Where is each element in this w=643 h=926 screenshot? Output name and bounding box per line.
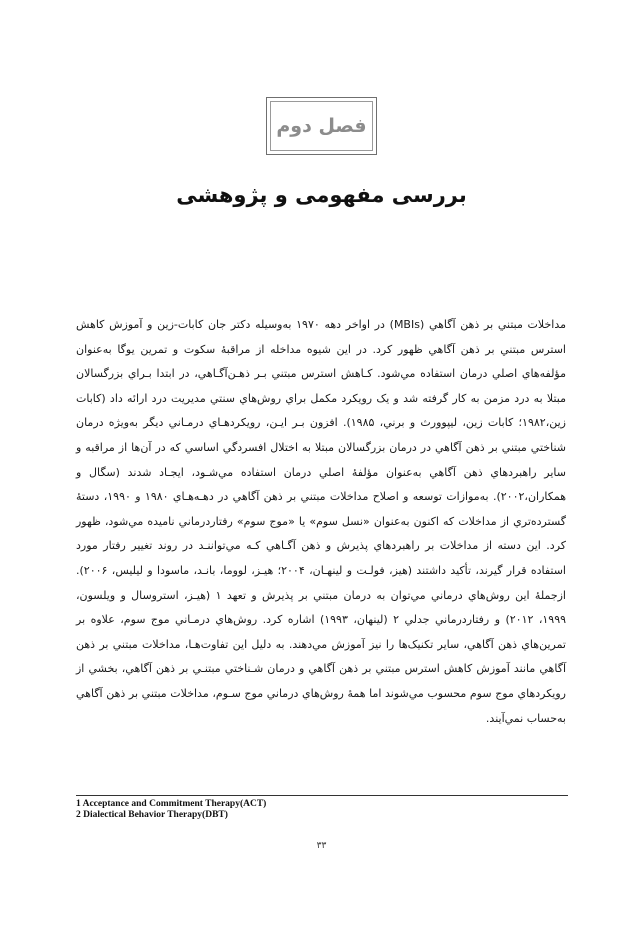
body-paragraph: مداخلات مبتني بر ذهن آگاهي (MBIs) در اواخر دهه ۱۹۷۰ به‌وسیله دکتر جان کابات-زين و آموزش كاهش استرس مبتني بر ذهن آگاهي ظهور کرد. در اين شيوه مداخله از مراقبهٔ سکوت و تمرين يوگا به‌عنوان مؤلفه‌هاي اصلي درمان استفاده مي‌شود. کـاهش استرس مبتني بـر ذهـن‌آگـاهي، در ابتدا بـراي بزرگسالان مبتلا به درد مزمن به کار گرفته شد و يک رويکرد مکمل براي روش‌هاي سنتي مديريت درد ارائه داد (کابات زين،۱۹۸۲؛ کابات زين، ليپوورث و برني، ۱۹۸۵). افزون بـر ايـن، رويکردهـاي درمـاني ديگر به‌ويژه درمان شناختي مبتني بر ذهن آگاهي در درمان بزرگسالان مبتلا به اختلال افسردگي اساسي که در آن‌ها از مراقبه و ساير راهبردهاي ذهن آگاهي به‌عنوان مؤلفهٔ اصلي درمان استفاده مي‌شـود، ايجـاد شدند (سگال و همکاران،۲۰۰۲). به‌موازات توسعه و اصلاح مداخلات مبتني بر ذهن آگاهي در دهـه‌هـاي ۱۹۸۰ و ۱۹۹۰، دستهٔ گسترده‌تري از مداخلات که اکنون به‌عنوان «نسل سوم» يا «موج سوم» رفتاردرماني ناميده مي‌شود، ظهور کرد. اين دسته از مداخلات بر راهبردهاي پذيرش و ذهن آگـاهي کـه مي‌تواننـد در روند تغيير رفتار مورد استفاده قرار گيرند، تأکيد داشتند (هيز، فولـت و لينهـان، ۲۰۰۴؛ هيـز، لووما، بانـد، ماسودا و ليليس، ۲۰۰۶). ازجملهٔ اين روش‌هاي درماني مي‌توان به درمان مبتني بر پذيرش و تعهد ۱ (هيـز، استروسال و ويلسون، ۱۹۹۹، ۲۰۱۲) و رفتاردرماني جدلي ۲ (لينهان، ۱۹۹۳) اشاره کرد. روش‌هاي درمـاني موج سوم، علاوه بر تمرين‌هاي ذهن آگاهي، ساير تکنيک‌ها را نيز آموزش مي‌دهند. به دليل اين تفاوت‌هـا، مداخلات مبتني بر ذهن آگاهي مانند آموزش کاهش استرس مبتني بر ذهن آگاهي و درمان شـناختي مبتنـي بر ذهن آگاهي، بخشي از رويکردهاي موج سوم محسوب مي‌شوند اما همهٔ روش‌هاي درماني موج سـوم، مداخلات مبتني بر ذهن آگاهي به‌حساب نمي‌آيند. — [76, 318, 567, 725]
chapter-label: فصل دوم — [276, 115, 367, 137]
chapter-title: بررسی مفهومی و پژوهشی — [176, 183, 467, 207]
footnotes — [76, 799, 566, 821]
footnote-1: 1 Acceptance and Commitment Therapy(ACT) — [76, 799, 267, 809]
footnote-2: 2 Dialectical Behavior Therapy(DBT) — [76, 810, 228, 820]
chapter-heading-box — [266, 97, 377, 155]
page-number: ۳۳ — [316, 841, 327, 851]
footnote-separator — [76, 795, 568, 796]
